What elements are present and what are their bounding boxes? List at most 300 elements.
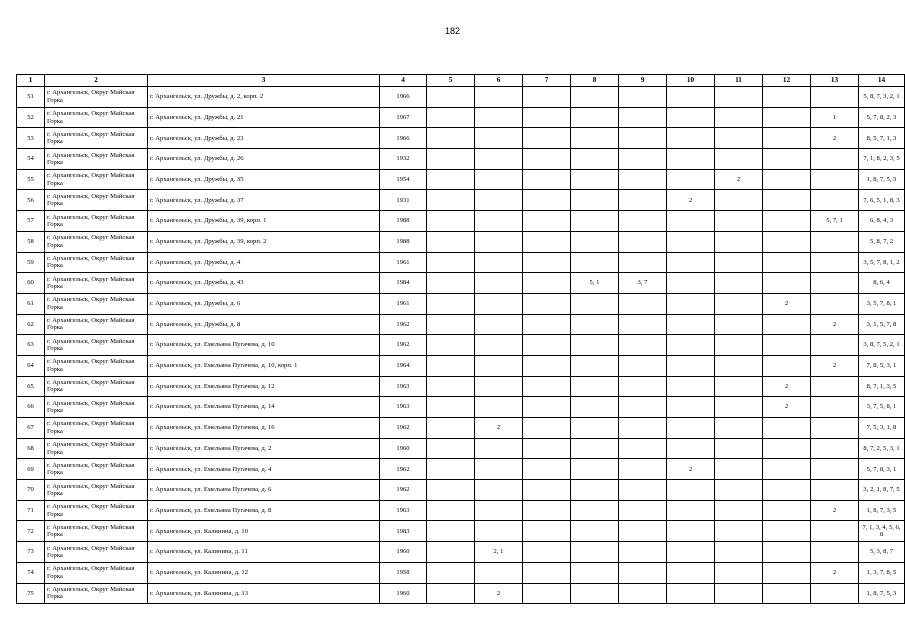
table-row [17, 293, 905, 314]
col6-cell [475, 128, 523, 149]
housing-registry-table [16, 74, 905, 604]
col14-cell: 3, 8, 7, 5, 2, 1 [859, 335, 905, 356]
col7-cell [523, 293, 571, 314]
address-cell: г. Архангельск, ул. Дружбы, д. 43 [148, 273, 380, 294]
col10-cell [667, 293, 715, 314]
col12-cell [763, 438, 811, 459]
col11-cell [715, 418, 763, 439]
table-row [17, 107, 905, 128]
col7-cell [523, 169, 571, 190]
col6-cell [475, 335, 523, 356]
col12-cell: 2 [763, 293, 811, 314]
col14-cell: 5, 8, 7, 3, 2, 1 [859, 87, 905, 108]
col5-cell [427, 459, 475, 480]
col7-cell [523, 583, 571, 604]
table-row [17, 149, 905, 170]
address-cell: г. Архангельск, ул. Емельяна Пугачева, д. 6 [148, 480, 380, 501]
col9-cell [619, 211, 667, 232]
address-cell: г. Архангельск, ул. Дружбы, д. 6 [148, 293, 380, 314]
col13-cell [811, 231, 859, 252]
col9-cell [619, 87, 667, 108]
col9-cell: 3, 7 [619, 273, 667, 294]
table-row [17, 562, 905, 583]
col8-cell [571, 459, 619, 480]
col11-cell [715, 521, 763, 542]
col13-cell [811, 335, 859, 356]
col7-cell [523, 355, 571, 376]
col8-cell [571, 480, 619, 501]
col11-cell [715, 438, 763, 459]
col11-cell [715, 314, 763, 335]
col5-cell [427, 562, 475, 583]
row-number: 52 [17, 107, 45, 128]
col14-cell: 5, 8, 7, 2 [859, 231, 905, 252]
col14-cell: 5, 7, 8, 2, 3 [859, 107, 905, 128]
row-number: 60 [17, 273, 45, 294]
table-row [17, 376, 905, 397]
table-row [17, 397, 905, 418]
col12-cell [763, 542, 811, 563]
col6-cell [475, 562, 523, 583]
col13-cell [811, 480, 859, 501]
col5-cell [427, 190, 475, 211]
table-row [17, 273, 905, 294]
col11-cell [715, 107, 763, 128]
col13-cell [811, 273, 859, 294]
col7-cell [523, 562, 571, 583]
year-cell: 1966 [380, 87, 427, 108]
year-cell: 1988 [380, 211, 427, 232]
col12-cell [763, 107, 811, 128]
row-number: 67 [17, 418, 45, 439]
col10-cell [667, 521, 715, 542]
address-cell: г. Архангельск, ул. Дружбы, д. 39, корп. 1 [148, 211, 380, 232]
district-cell: г. Архангельск, Округ Майская Горка [45, 211, 148, 232]
year-cell: 1962 [380, 418, 427, 439]
col10-cell [667, 355, 715, 376]
year-cell: 1962 [380, 459, 427, 480]
header-row [17, 75, 905, 87]
year-cell: 1964 [380, 355, 427, 376]
col13-cell: 1 [811, 107, 859, 128]
col11-cell [715, 459, 763, 480]
col13-cell: 2 [811, 562, 859, 583]
address-cell: г. Архангельск, ул. Дружбы, д. 2, корп. 2 [148, 87, 380, 108]
col10-cell [667, 500, 715, 521]
col6-cell [475, 293, 523, 314]
col11-cell [715, 355, 763, 376]
col9-cell [619, 438, 667, 459]
col6-cell [475, 211, 523, 232]
col7-cell [523, 314, 571, 335]
district-cell: г. Архангельск, Округ Майская Горка [45, 273, 148, 294]
col5-cell [427, 583, 475, 604]
col10-cell [667, 438, 715, 459]
col9-cell [619, 190, 667, 211]
year-cell: 1963 [380, 376, 427, 397]
address-cell: г. Архангельск, ул. Калинина, д. 10 [148, 521, 380, 542]
col14-cell: 1, 3, 7, 8, 5 [859, 562, 905, 583]
year-cell: 1960 [380, 542, 427, 563]
col9-cell [619, 128, 667, 149]
col13-cell [811, 521, 859, 542]
col11-cell [715, 128, 763, 149]
row-number: 61 [17, 293, 45, 314]
col6-cell [475, 190, 523, 211]
col14-cell: 1, 8, 7, 5, 3 [859, 583, 905, 604]
table-body [17, 87, 905, 604]
col10-cell [667, 149, 715, 170]
col11-cell [715, 397, 763, 418]
year-cell: 1954 [380, 169, 427, 190]
col7-cell [523, 231, 571, 252]
year-cell: 1960 [380, 583, 427, 604]
col7-cell [523, 438, 571, 459]
col5-cell [427, 273, 475, 294]
col7-cell [523, 418, 571, 439]
address-cell: г. Архангельск, ул. Емельяна Пугачева, д. 8 [148, 500, 380, 521]
col6-cell [475, 87, 523, 108]
col13-cell [811, 438, 859, 459]
column-header-11: 11 [715, 75, 763, 87]
address-cell: г. Архангельск, ул. Калинина, д. 12 [148, 562, 380, 583]
column-header-3: 3 [148, 75, 380, 87]
col10-cell [667, 169, 715, 190]
col8-cell [571, 293, 619, 314]
col8-cell [571, 438, 619, 459]
col12-cell [763, 273, 811, 294]
col8-cell [571, 231, 619, 252]
col10-cell [667, 107, 715, 128]
col13-cell [811, 169, 859, 190]
col13-cell: 2 [811, 128, 859, 149]
col9-cell [619, 335, 667, 356]
col11-cell [715, 480, 763, 501]
col9-cell [619, 459, 667, 480]
col10-cell [667, 418, 715, 439]
col9-cell [619, 418, 667, 439]
col11-cell [715, 376, 763, 397]
col8-cell [571, 583, 619, 604]
col5-cell [427, 438, 475, 459]
col10-cell [667, 211, 715, 232]
col8-cell [571, 211, 619, 232]
row-number: 64 [17, 355, 45, 376]
col5-cell [427, 293, 475, 314]
district-cell: г. Архангельск, Округ Майская Горка [45, 583, 148, 604]
district-cell: г. Архангельск, Округ Майская Горка [45, 355, 148, 376]
year-cell: 1984 [380, 273, 427, 294]
district-cell: г. Архангельск, Округ Майская Горка [45, 107, 148, 128]
col9-cell [619, 252, 667, 273]
col8-cell: 5, 1 [571, 273, 619, 294]
column-header-10: 10 [667, 75, 715, 87]
col14-cell: 3, 2, 1, 8, 7, 5 [859, 480, 905, 501]
col8-cell [571, 314, 619, 335]
column-header-12: 12 [763, 75, 811, 87]
table-row [17, 87, 905, 108]
address-cell: г. Архангельск, ул. Емельяна Пугачева, д. 2 [148, 438, 380, 459]
column-header-7: 7 [523, 75, 571, 87]
table-row [17, 335, 905, 356]
col6-cell [475, 397, 523, 418]
col7-cell [523, 107, 571, 128]
table-row [17, 128, 905, 149]
address-cell: г. Архангельск, ул. Дружбы, д. 8 [148, 314, 380, 335]
col8-cell [571, 500, 619, 521]
row-number: 54 [17, 149, 45, 170]
col6-cell [475, 314, 523, 335]
district-cell: г. Архангельск, Округ Майская Горка [45, 438, 148, 459]
table-row [17, 438, 905, 459]
col5-cell [427, 480, 475, 501]
district-cell: г. Архангельск, Округ Майская Горка [45, 252, 148, 273]
row-number: 63 [17, 335, 45, 356]
col5-cell [427, 314, 475, 335]
col13-cell [811, 583, 859, 604]
col5-cell [427, 128, 475, 149]
year-cell: 1963 [380, 397, 427, 418]
col5-cell [427, 252, 475, 273]
col7-cell [523, 542, 571, 563]
col12-cell [763, 190, 811, 211]
table-row [17, 583, 905, 604]
col13-cell [811, 376, 859, 397]
col8-cell [571, 149, 619, 170]
address-cell: г. Архангельск, ул. Калинина, д. 13 [148, 583, 380, 604]
col7-cell [523, 190, 571, 211]
row-number: 53 [17, 128, 45, 149]
col8-cell [571, 128, 619, 149]
row-number: 66 [17, 397, 45, 418]
col10-cell [667, 397, 715, 418]
row-number: 65 [17, 376, 45, 397]
col6-cell [475, 231, 523, 252]
col13-cell [811, 190, 859, 211]
col6-cell: 2 [475, 418, 523, 439]
col8-cell [571, 252, 619, 273]
col10-cell [667, 480, 715, 501]
col7-cell [523, 273, 571, 294]
col6-cell [475, 521, 523, 542]
year-cell: 1962 [380, 335, 427, 356]
col13-cell [811, 459, 859, 480]
col10-cell [667, 231, 715, 252]
col11-cell [715, 293, 763, 314]
column-header-14: 14 [859, 75, 905, 87]
col13-cell [811, 252, 859, 273]
col12-cell [763, 128, 811, 149]
district-cell: г. Архангельск, Округ Майская Горка [45, 521, 148, 542]
col9-cell [619, 169, 667, 190]
col5-cell [427, 169, 475, 190]
col14-cell: 1, 8, 7, 3, 5 [859, 500, 905, 521]
col9-cell [619, 397, 667, 418]
column-header-9: 9 [619, 75, 667, 87]
col6-cell [475, 252, 523, 273]
col5-cell [427, 355, 475, 376]
col12-cell [763, 418, 811, 439]
district-cell: г. Архангельск, Округ Майская Горка [45, 87, 148, 108]
col11-cell [715, 190, 763, 211]
col10-cell [667, 562, 715, 583]
col13-cell: 2 [811, 500, 859, 521]
col13-cell [811, 293, 859, 314]
year-cell: 1983 [380, 521, 427, 542]
col9-cell [619, 293, 667, 314]
col9-cell [619, 542, 667, 563]
table-row [17, 314, 905, 335]
row-number: 70 [17, 480, 45, 501]
col9-cell [619, 314, 667, 335]
table-row [17, 355, 905, 376]
col9-cell [619, 521, 667, 542]
year-cell: 1962 [380, 314, 427, 335]
col7-cell [523, 128, 571, 149]
column-header-8: 8 [571, 75, 619, 87]
row-number: 55 [17, 169, 45, 190]
row-number: 68 [17, 438, 45, 459]
col10-cell [667, 583, 715, 604]
col12-cell [763, 169, 811, 190]
row-number: 69 [17, 459, 45, 480]
col10-cell [667, 87, 715, 108]
col14-cell: 8, 7, 2, 5, 3, 1 [859, 438, 905, 459]
col8-cell [571, 107, 619, 128]
col11-cell [715, 542, 763, 563]
col11-cell [715, 87, 763, 108]
col7-cell [523, 211, 571, 232]
col6-cell [475, 500, 523, 521]
year-cell: 1931 [380, 190, 427, 211]
col12-cell: 2 [763, 376, 811, 397]
table-row [17, 500, 905, 521]
col14-cell: 7, 1, 3, 4, 5, 6, 8 [859, 521, 905, 542]
col6-cell [475, 169, 523, 190]
col5-cell [427, 521, 475, 542]
col5-cell [427, 376, 475, 397]
col9-cell [619, 107, 667, 128]
col8-cell [571, 397, 619, 418]
column-header-1: 1 [17, 75, 45, 87]
year-cell: 1961 [380, 252, 427, 273]
col14-cell: 3, 1, 5, 7, 8 [859, 314, 905, 335]
year-cell: 1960 [380, 438, 427, 459]
table-row [17, 190, 905, 211]
col7-cell [523, 459, 571, 480]
col10-cell [667, 273, 715, 294]
year-cell: 1961 [380, 293, 427, 314]
col6-cell [475, 480, 523, 501]
col9-cell [619, 562, 667, 583]
col14-cell: 7, 6, 5, 1, 8, 3 [859, 190, 905, 211]
row-number: 57 [17, 211, 45, 232]
col11-cell [715, 211, 763, 232]
col11-cell [715, 562, 763, 583]
district-cell: г. Архангельск, Округ Майская Горка [45, 376, 148, 397]
table-row [17, 169, 905, 190]
col7-cell [523, 252, 571, 273]
address-cell: г. Архангельск, ул. Дружбы, д. 26 [148, 149, 380, 170]
col8-cell [571, 418, 619, 439]
col10-cell [667, 376, 715, 397]
district-cell: г. Архангельск, Округ Майская Горка [45, 397, 148, 418]
col10-cell: 2 [667, 459, 715, 480]
address-cell: г. Архангельск, ул. Емельяна Пугачева, д. 10 [148, 335, 380, 356]
col11-cell [715, 500, 763, 521]
column-header-6: 6 [475, 75, 523, 87]
col13-cell [811, 87, 859, 108]
col12-cell [763, 521, 811, 542]
district-cell: г. Архангельск, Округ Майская Горка [45, 128, 148, 149]
col14-cell: 3, 5, 7, 8, 1, 2 [859, 252, 905, 273]
col8-cell [571, 87, 619, 108]
col10-cell [667, 252, 715, 273]
year-cell: 1963 [380, 500, 427, 521]
col10-cell [667, 128, 715, 149]
col12-cell [763, 562, 811, 583]
district-cell: г. Архангельск, Округ Майская Горка [45, 562, 148, 583]
col10-cell [667, 542, 715, 563]
district-cell: г. Архангельск, Округ Майская Горка [45, 149, 148, 170]
col9-cell [619, 583, 667, 604]
row-number: 51 [17, 87, 45, 108]
col12-cell [763, 459, 811, 480]
col12-cell [763, 335, 811, 356]
col14-cell: 7, 1, 8, 2, 3, 5 [859, 149, 905, 170]
col12-cell [763, 480, 811, 501]
col9-cell [619, 355, 667, 376]
col14-cell: 5, 7, 8, 3, 1 [859, 459, 905, 480]
address-cell: г. Архангельск, ул. Емельяна Пугачева, д. 10, корп. 1 [148, 355, 380, 376]
col6-cell [475, 355, 523, 376]
col6-cell [475, 376, 523, 397]
district-cell: г. Архангельск, Округ Майская Горка [45, 169, 148, 190]
district-cell: г. Архангельск, Округ Майская Горка [45, 314, 148, 335]
row-number: 56 [17, 190, 45, 211]
col11-cell [715, 583, 763, 604]
col13-cell [811, 149, 859, 170]
col7-cell [523, 397, 571, 418]
col12-cell [763, 211, 811, 232]
address-cell: г. Архангельск, ул. Дружбы, д. 23 [148, 128, 380, 149]
row-number: 74 [17, 562, 45, 583]
col5-cell [427, 211, 475, 232]
district-cell: г. Архангельск, Округ Майская Горка [45, 335, 148, 356]
col8-cell [571, 169, 619, 190]
address-cell: г. Архангельск, ул. Дружбы, д. 4 [148, 252, 380, 273]
col13-cell: 2 [811, 355, 859, 376]
address-cell: г. Архангельск, ул. Калинина, д. 11 [148, 542, 380, 563]
col10-cell [667, 314, 715, 335]
district-cell: г. Архангельск, Округ Майская Горка [45, 542, 148, 563]
table-row [17, 211, 905, 232]
col14-cell: 8, 5, 7, 1, 3 [859, 128, 905, 149]
col13-cell [811, 418, 859, 439]
col13-cell [811, 542, 859, 563]
col13-cell [811, 397, 859, 418]
col6-cell [475, 107, 523, 128]
year-cell: 1966 [380, 128, 427, 149]
col9-cell [619, 376, 667, 397]
row-number: 59 [17, 252, 45, 273]
col7-cell [523, 500, 571, 521]
col5-cell [427, 87, 475, 108]
table-row [17, 459, 905, 480]
row-number: 75 [17, 583, 45, 604]
col5-cell [427, 542, 475, 563]
year-cell: 1962 [380, 480, 427, 501]
